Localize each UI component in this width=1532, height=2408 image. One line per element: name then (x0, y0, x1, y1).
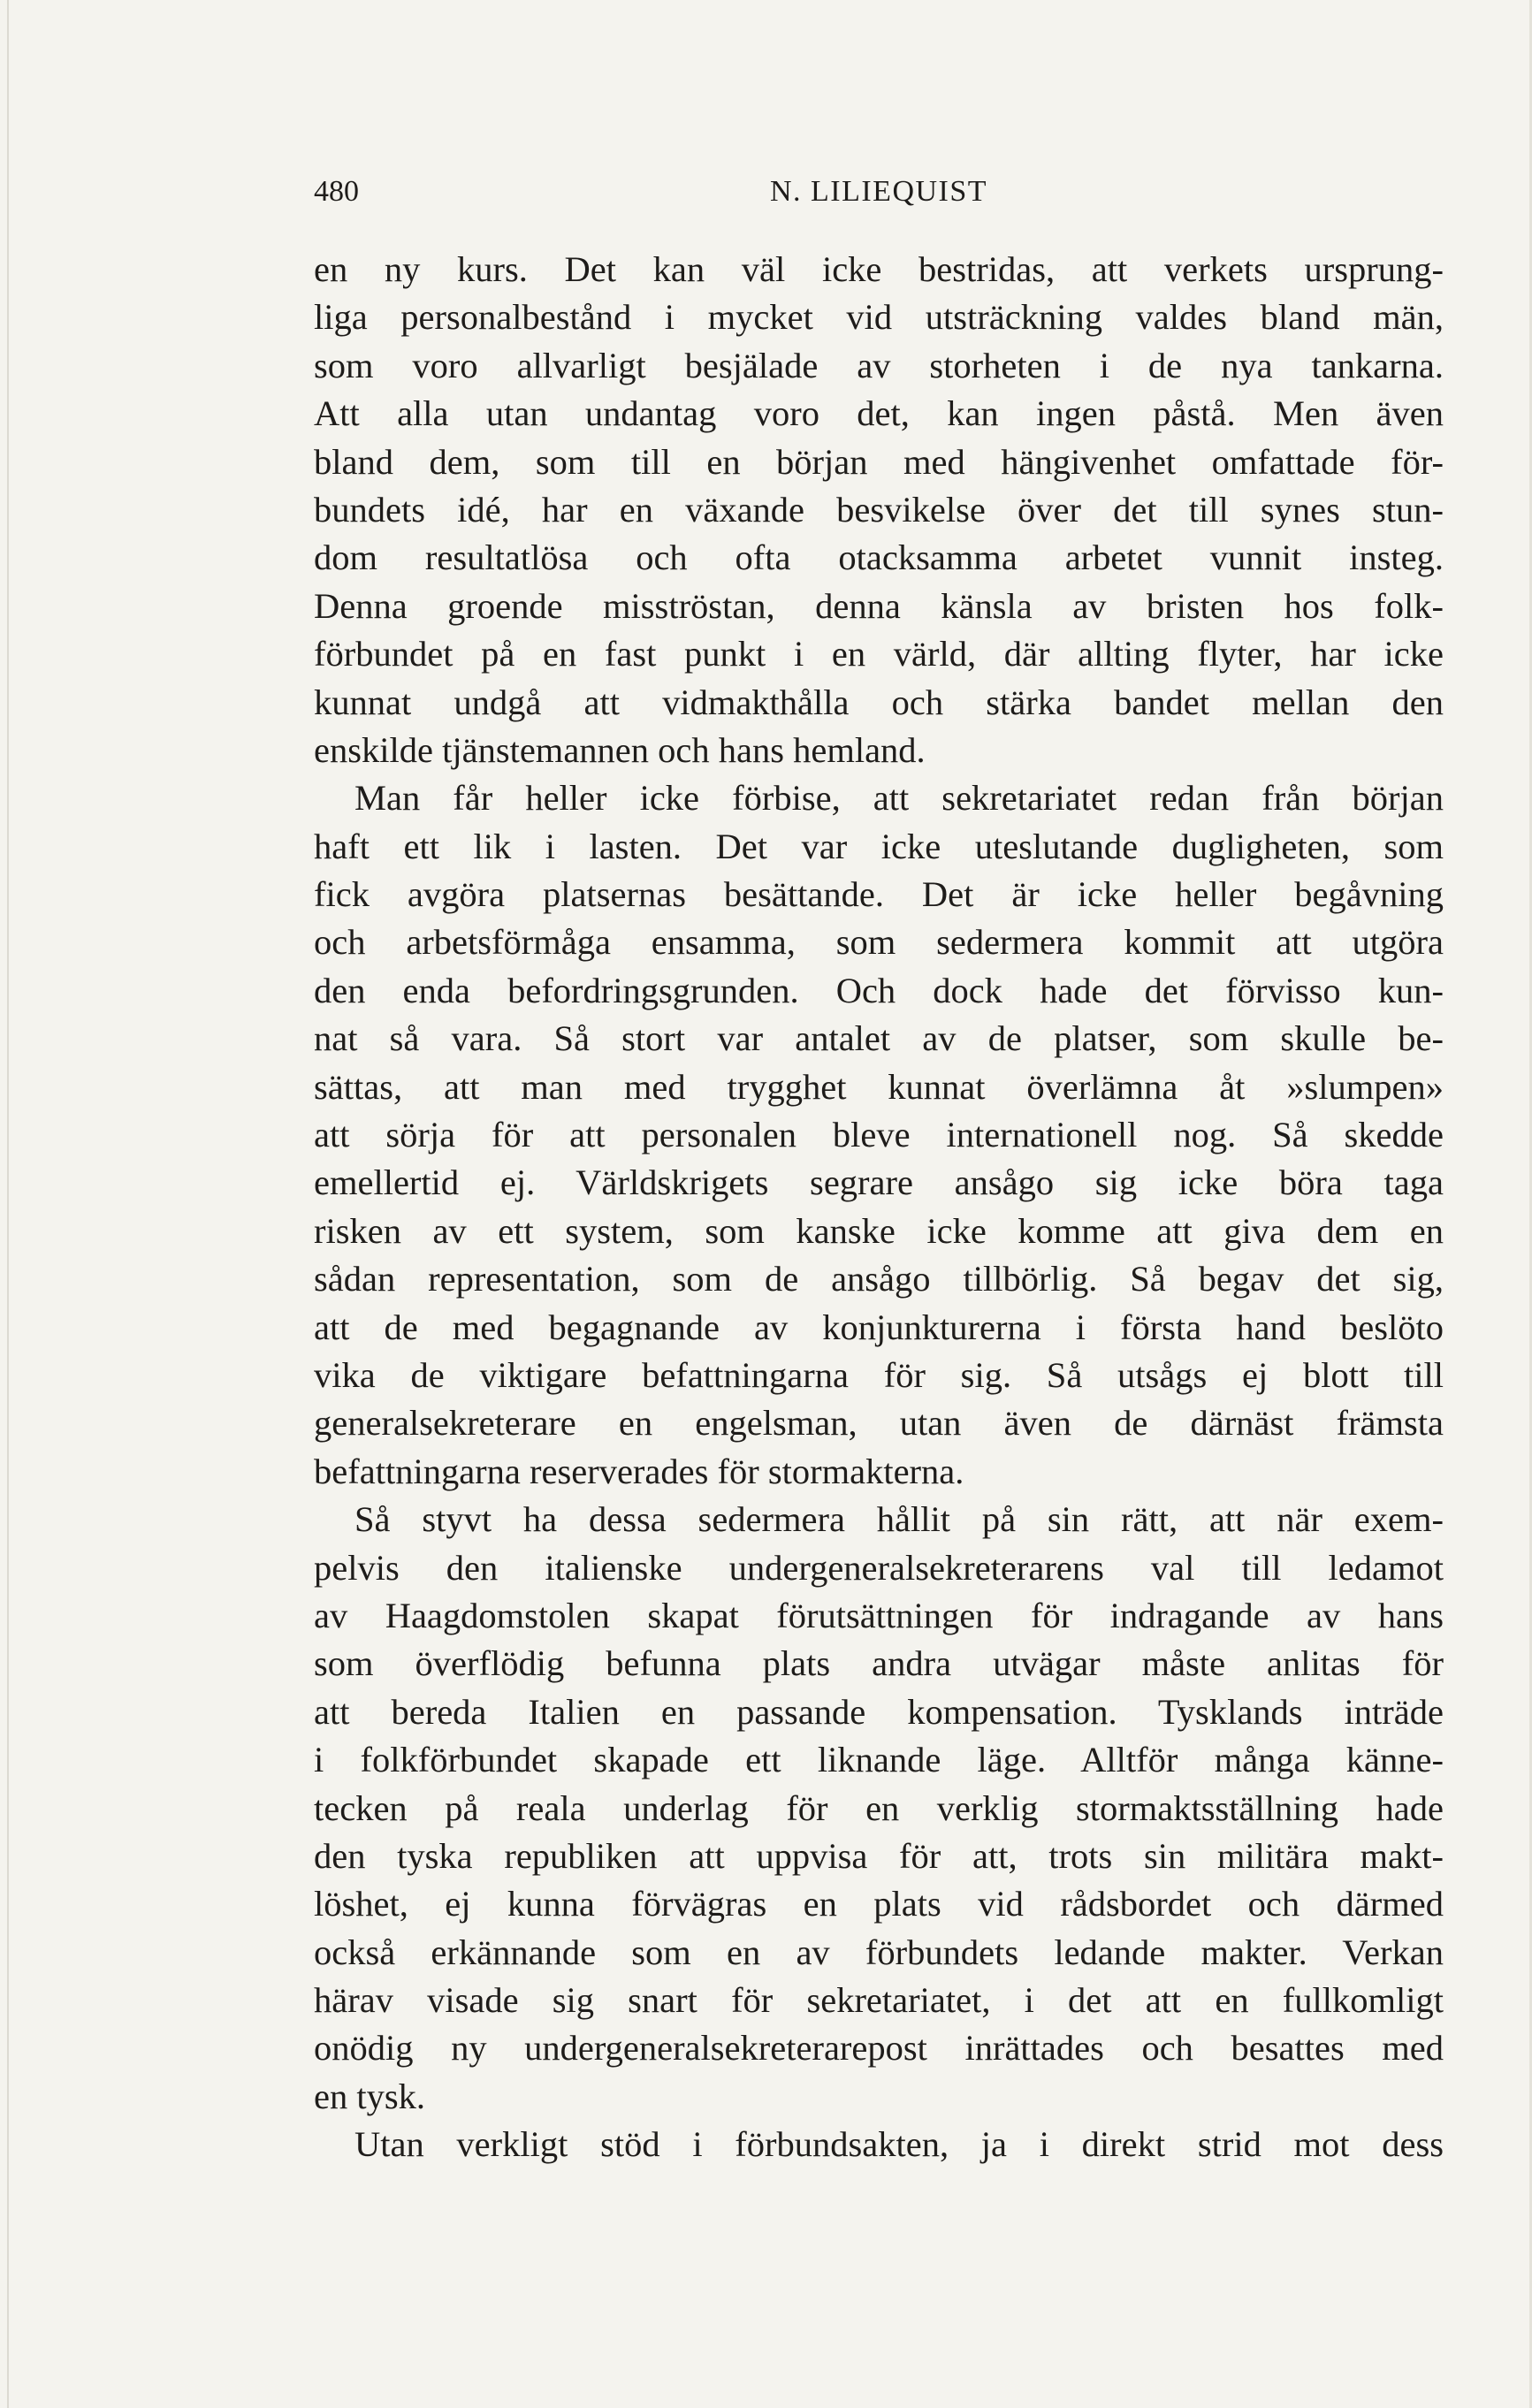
running-head (314, 175, 1444, 214)
text-line: sådan representation, som de ansågo tillbörlig. Så begav det sig, (314, 1259, 1444, 1299)
text-line: sättas, att man med trygghet kunnat överlämna åt »slumpen» (314, 1066, 1444, 1107)
paragraph-4 (314, 2121, 1444, 2168)
text-line: Man får heller icke förbise, att sekretariatet redan från början (354, 778, 1444, 819)
page-number: 480 (314, 175, 359, 208)
text-line: en ny kurs. Det kan väl icke bestridas, att verkets ursprung- (314, 249, 1444, 289)
text-line: risken av ett system, som kanske icke komme att giva dem en (314, 1210, 1444, 1251)
text-line: haft ett lik i lasten. Det var icke uteslutande dugligheten, som (314, 826, 1444, 866)
text-line: nat så vara. Så stort var antalet av de platser, som skulle be- (314, 1018, 1444, 1059)
text-line: enskilde tjänstemannen och hans hemland. (314, 729, 926, 770)
text-line: pelvis den italienske undergeneralsekreterarens val till ledamot (314, 1547, 1444, 1588)
text-line: löshet, ej kunna förvägras en plats vid rådsbordet och därmed (314, 1884, 1444, 1924)
paragraph-3 (314, 1496, 1444, 2121)
text-line: förbundet på en fast punkt i en värld, där allting flyter, har icke (314, 634, 1444, 674)
text-line: den enda befordringsgrunden. Och dock hade det förvisso kun- (314, 970, 1444, 1010)
text-line: tecken på reala underlag för en verklig stormaktsställning hade (314, 1787, 1444, 1828)
text-line: som överflödig befunna plats andra utvägar måste anlitas för (314, 1643, 1444, 1684)
paragraph-2 (314, 774, 1444, 1496)
text-line: kunnat undgå att vidmakthålla och stärka bandet mellan den (314, 682, 1444, 722)
text-line: och arbetsförmåga ensamma, som sedermera kommit att utgöra (314, 922, 1444, 963)
text-line: liga personalbestånd i mycket vid utsträckning valdes bland män, (314, 297, 1444, 338)
paragraph-1 (314, 246, 1444, 774)
text-line: att sörja för att personalen bleve internationell nog. Så skedde (314, 1115, 1444, 1155)
text-line: också erkännande som en av förbundets ledande makter. Verkan (314, 1932, 1444, 1972)
scan-edge-left (7, 0, 9, 2408)
text-line: Så styvt ha dessa sedermera hållit på sin rätt, att när exem- (354, 1499, 1444, 1540)
text-line: i folkförbundet skapade ett liknande läge. Alltför många känne- (314, 1740, 1444, 1780)
text-line: härav visade sig snart för sekretariatet, i det att en fullkomligt (314, 1980, 1444, 2021)
text-line: Denna groende misströstan, denna känsla av bristen hos folk- (314, 585, 1444, 626)
text-line: vika de viktigare befattningarna för sig. Så utsågs ej blott till (314, 1354, 1444, 1395)
text-line: Utan verkligt stöd i förbundsakten, ja i direkt strid mot dess (354, 2124, 1444, 2165)
text-line: emellertid ej. Världskrigets segrare ansågo sig icke böra taga (314, 1162, 1444, 1203)
text-line: den tyska republiken att uppvisa för att, trots sin militära makt- (314, 1835, 1444, 1876)
text-line: av Haagdomstolen skapat förutsättningen för indragande av hans (314, 1595, 1444, 1635)
author-header: N. LILIEQUIST (769, 175, 988, 208)
text-line: onödig ny undergeneralsekreterarepost inrättades och besattes med (314, 2028, 1444, 2069)
text-line: fick avgöra platsernas besättande. Det är icke heller begåvning (314, 874, 1444, 915)
body-text (314, 246, 1444, 2169)
text-line: att de med begagnande av konjunkturerna i första hand beslöto (314, 1307, 1444, 1347)
text-line: Att alla utan undantag voro det, kan ingen påstå. Men även (314, 393, 1444, 434)
text-line: befattningarna reserverades för stormakterna. (314, 1451, 964, 1491)
text-line: generalsekreterare en engelsman, utan även de därnäst främsta (314, 1403, 1444, 1444)
text-line: en tysk. (314, 2076, 425, 2116)
text-line: bundets idé, har en växande besvikelse över det till synes stun- (314, 489, 1444, 530)
text-line: som voro allvarligt besjälade av storheten i de nya tankarna. (314, 345, 1444, 385)
text-line: bland dem, som till en början med hängivenhet omfattade för- (314, 441, 1444, 482)
text-line: att bereda Italien en passande kompensation. Tysklands inträde (314, 1691, 1444, 1732)
text-line: dom resultatlösa och ofta otacksamma arbetet vunnit insteg. (314, 537, 1444, 578)
